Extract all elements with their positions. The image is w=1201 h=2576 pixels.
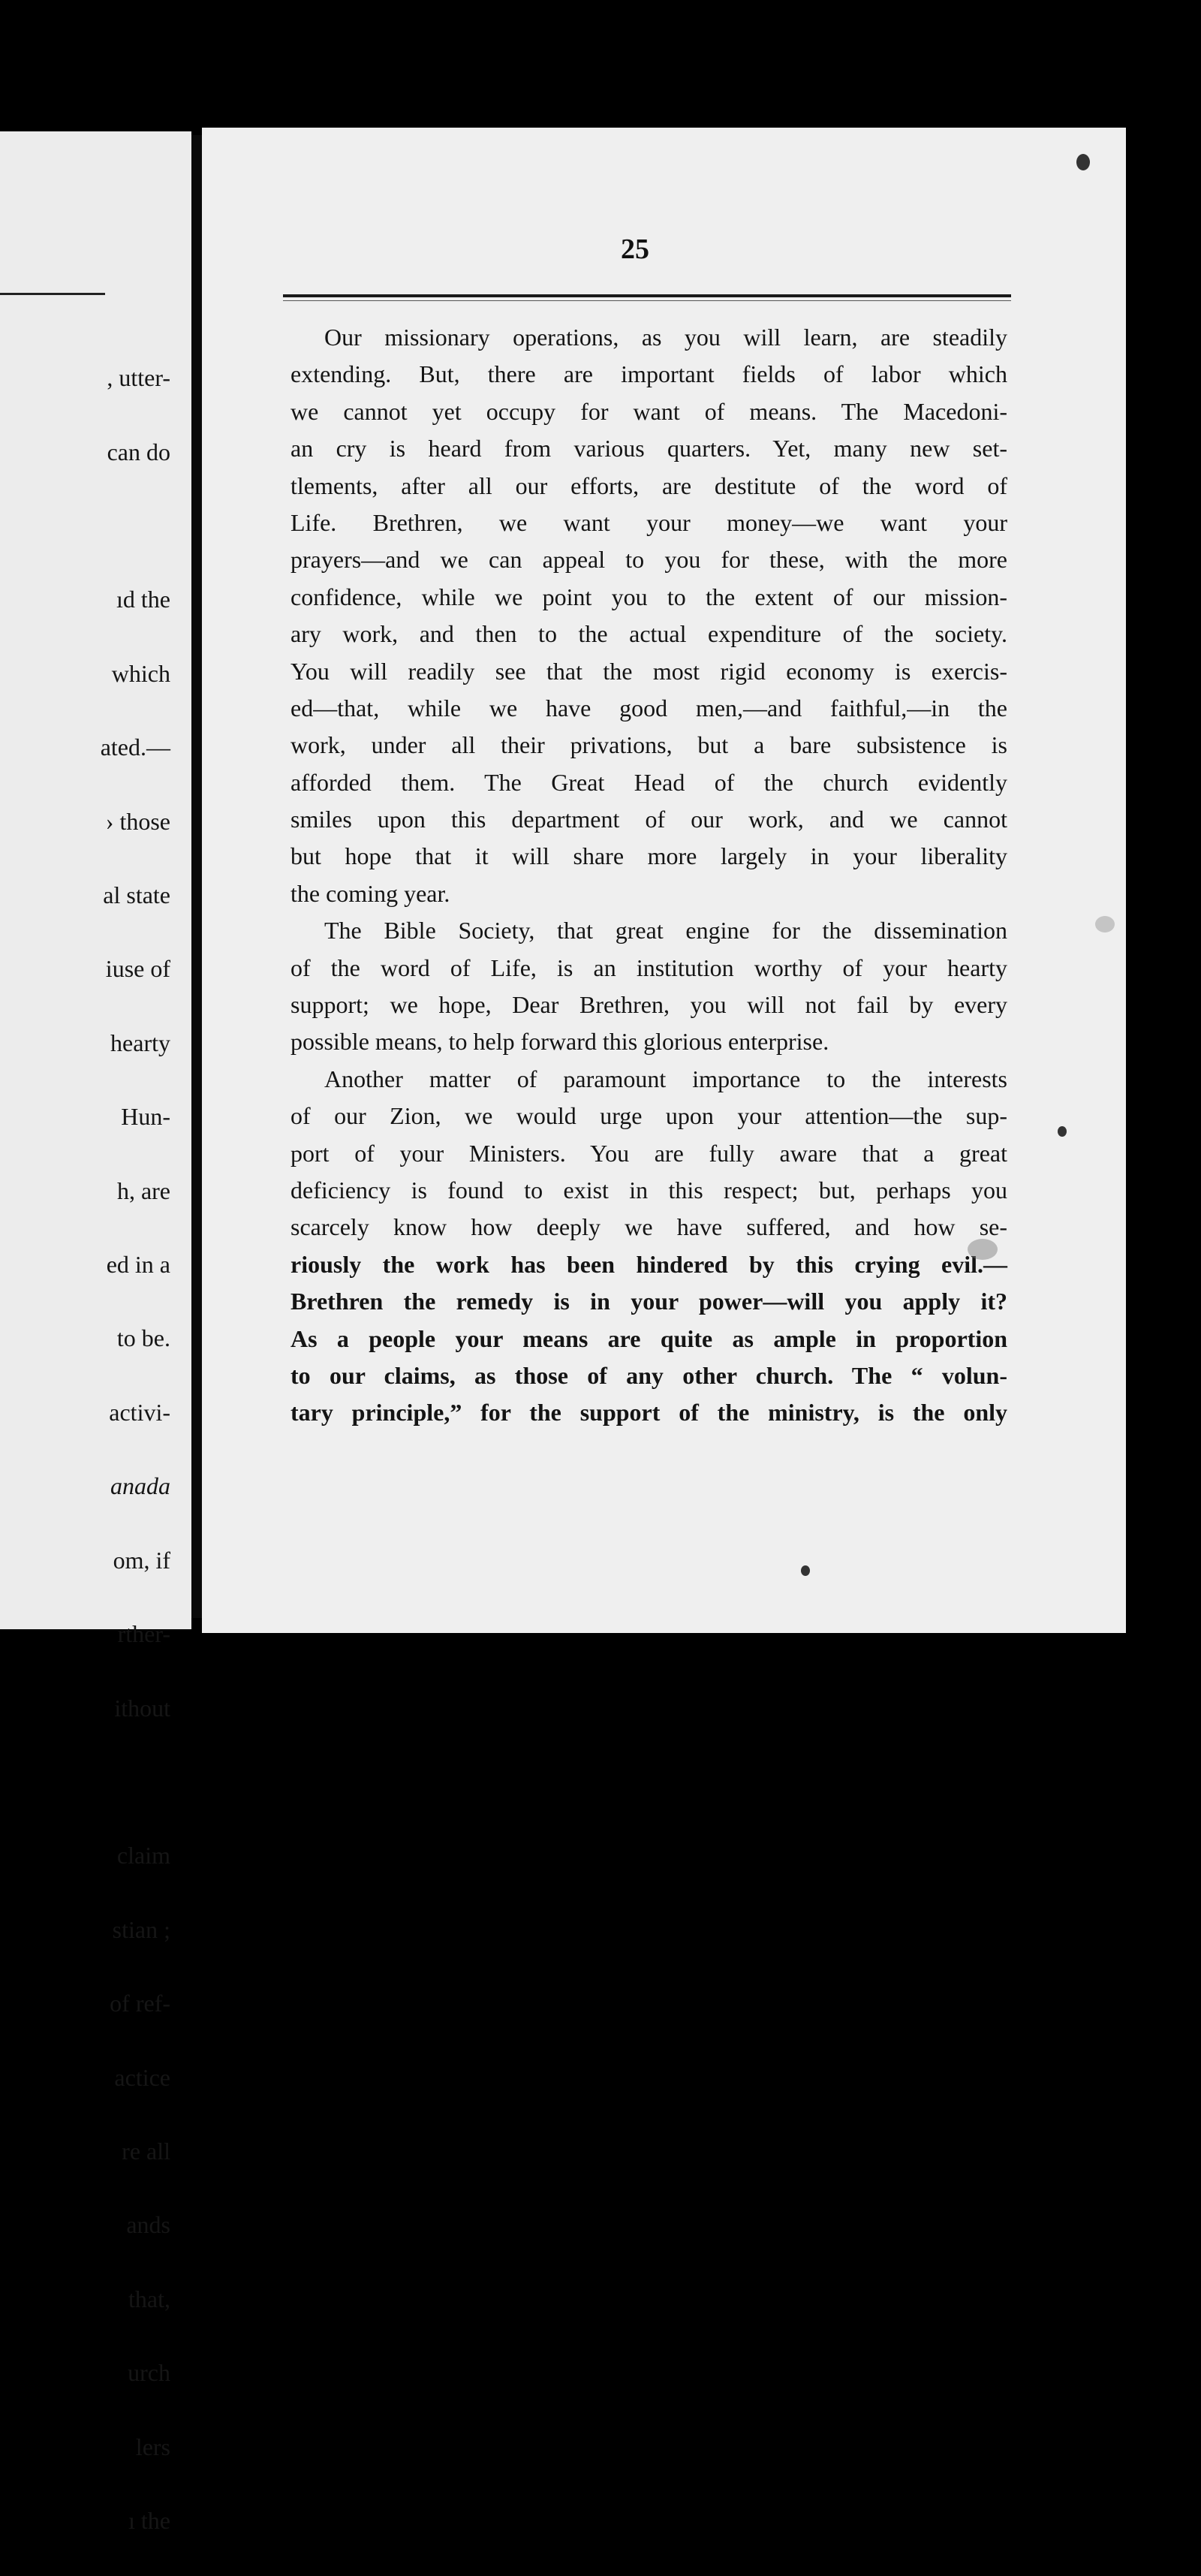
text-line: of our Zion, we would urge upon your attention—the sup- <box>290 1102 1007 1130</box>
text-line: tlements, after all our efforts, are destitute of the word of <box>290 472 1007 499</box>
right-page <box>202 128 1126 1633</box>
text-line: possible means, to help forward this glorious enterprise. <box>290 1028 829 1056</box>
text-line: As a people your means are quite as ample in proportion <box>290 1324 1007 1352</box>
left-line: ed in a <box>106 1251 170 1279</box>
left-line: actice <box>114 2063 170 2091</box>
left-line: › those <box>105 807 170 835</box>
text-line: deficiency is found to exist in this respect; but, perhaps you <box>290 1176 1007 1204</box>
text-line: tary principle,” for the support of the ministry, is the only <box>290 1399 1007 1427</box>
text-line: Our missionary operations, as you will learn, are steadily <box>324 324 1007 351</box>
text-line: Brethren the remedy is in your power—will you apply it? <box>290 1288 1007 1315</box>
left-line: iuse of <box>105 955 170 983</box>
left-line: to be. <box>116 1324 170 1352</box>
left-line: ands <box>126 2211 170 2239</box>
left-line: , utter- <box>107 364 170 392</box>
left-line: activi- <box>109 1398 170 1426</box>
text-line: an cry is heard from various quarters. Yet, many new set- <box>290 435 1007 462</box>
left-page-rule <box>0 293 105 295</box>
ink-speck <box>1058 1126 1067 1137</box>
ink-speck <box>1076 154 1090 170</box>
text-line: work, under all their privations, but a bare subsistence is <box>290 731 1007 759</box>
text-line: The Bible Society, that great engine for the dissemination <box>324 917 1007 945</box>
left-line: that, <box>128 2285 170 2312</box>
ink-speck <box>968 1239 998 1260</box>
text-line: smiles upon this department of our work, and we cannot <box>290 806 1007 833</box>
header-rule <box>283 294 1011 297</box>
ink-speck <box>801 1565 810 1576</box>
left-line: ated.— <box>100 734 170 761</box>
text-line: of the word of Life, is an institution worthy of your hearty <box>290 954 1007 981</box>
left-line: al state <box>103 881 170 909</box>
left-page-fragment <box>0 131 191 2534</box>
text-line: You will readily see that the most rigid economy is exercis- <box>290 657 1007 685</box>
left-line: stian ; <box>112 1915 170 1943</box>
left-line: claim <box>116 1842 170 1869</box>
left-line: which <box>111 659 170 687</box>
text-line: we cannot yet occupy for want of means. The Macedoni- <box>290 397 1007 425</box>
left-line: Hun- <box>121 1103 170 1131</box>
left-line: hearty <box>110 1029 170 1056</box>
text-line: the coming year. <box>290 879 450 907</box>
text-line: Life. Brethren, we want your money—we want your <box>290 508 1007 536</box>
text-line: prayers—and we can appeal to you for these, with the more <box>290 546 1007 574</box>
text-line: port of your Ministers. You are fully aware that a great <box>290 1139 1007 1167</box>
text-line: Another matter of paramount importance to the interests <box>324 1065 1007 1092</box>
left-line: ıd the <box>116 586 170 613</box>
ink-speck <box>1095 916 1115 932</box>
text-line: scarcely know how deeply we have suffered, and how se- <box>290 1213 1007 1241</box>
text-line: confidence, while we point you to the extent of our mission- <box>290 583 1007 610</box>
text-line: extending. But, there are important fields of labor which <box>290 360 1007 388</box>
header-rule-thin <box>283 300 1011 301</box>
left-line: rther- <box>117 1620 170 1648</box>
text-line: ed—that, while we have good men,—and faithful,—in the <box>290 694 1007 722</box>
left-line: ı the <box>128 2506 170 2534</box>
left-line: om, if <box>113 1546 170 1574</box>
left-line: can do <box>107 438 170 465</box>
left-line: anada <box>110 1472 170 1500</box>
left-line: lers <box>135 2433 170 2460</box>
page-number: 25 <box>621 233 649 265</box>
book-gutter <box>191 135 202 1618</box>
text-line: but hope that it will share more largely in your liberality <box>290 842 1007 870</box>
left-line: urch <box>128 2359 170 2387</box>
page-body <box>290 319 1007 1432</box>
left-line: re all <box>122 2137 170 2165</box>
left-line: ithout <box>114 1694 170 1722</box>
left-page-text <box>65 323 170 2576</box>
left-line: of ref- <box>110 1990 170 2017</box>
text-line: to our claims, as those of any other church. The “ volun- <box>290 1361 1007 1389</box>
left-line: h, are <box>116 1177 170 1204</box>
text-line: ary work, and then to the actual expenditure of the society. <box>290 620 1007 648</box>
text-line: afforded them. The Great Head of the church evidently <box>290 768 1007 796</box>
text-line: support; we hope, Dear Brethren, you will not fail by every <box>290 991 1007 1019</box>
text-line: riously the work has been hindered by this crying evil.— <box>290 1250 1007 1278</box>
